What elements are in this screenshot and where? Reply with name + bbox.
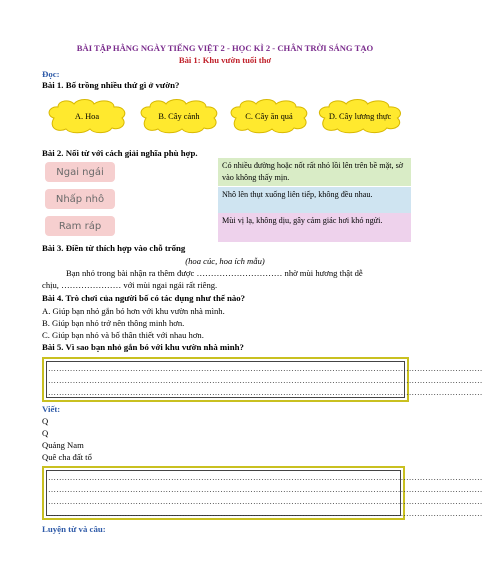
question-3: Bài 3. Điền từ thích hợp vào chỗ trống: [42, 243, 186, 253]
answer-option-c[interactable]: [226, 98, 312, 134]
match-definition-1[interactable]: Có nhiều đường hoặc nốt rất nhỏ lồi lên trên bề mặt, sờ vào không thấy mịn.: [218, 158, 411, 186]
vocabulary-section-label: Luyện từ và câu:: [42, 524, 106, 534]
match-word-2[interactable]: Nhấp nhô: [45, 189, 115, 209]
question-1: Bài 1. Bố trồng nhiều thứ gì ở vườn?: [42, 80, 180, 90]
answer-box-writing[interactable]: [42, 466, 483, 520]
answer-option-d[interactable]: [314, 98, 406, 134]
dotted-line: ……………………………………………………………………………………………………………………………………………: [48, 485, 483, 494]
writing-line-1: Q: [42, 416, 49, 426]
answer-option-d-label: D. Cây lương thực: [328, 111, 392, 121]
question-3-line-1: Bạn nhỏ trong bài nhận ra thêm được ………………………… nhờ mùi hương thật dễ: [66, 268, 363, 278]
question-4-option-b[interactable]: B. Giúp bạn nhỏ trở nên thông minh hơn.: [42, 318, 185, 328]
reading-section-label: Đọc:: [42, 69, 60, 79]
answer-option-c-label: C. Cây ăn quả: [245, 111, 293, 121]
page-title: BÀI TẬP HẰNG NGÀY TIẾNG VIỆT 2 - HỌC KÌ 2 - CHÂN TRỜI SÁNG TẠO: [76, 43, 374, 53]
dotted-line: ……………………………………………………………………………………………………………………………………………: [48, 364, 483, 373]
writing-line-2: Q: [42, 428, 49, 438]
match-word-3[interactable]: Ram ráp: [45, 216, 115, 236]
question-5: Bài 5. Vì sao bạn nhỏ gắn bó với khu vườn nhà mình?: [42, 342, 244, 352]
answer-option-a-label: A. Hoa: [74, 111, 100, 121]
answer-option-b[interactable]: [136, 98, 222, 134]
answer-option-a[interactable]: [44, 98, 130, 134]
question-4-option-c[interactable]: C. Giúp bạn nhỏ và bố thân thiết với nhau hơn.: [42, 330, 204, 340]
writing-section-label: Viết:: [42, 404, 61, 414]
match-definition-2[interactable]: Nhô lên thụt xuống liên tiếp, không đều nhau.: [218, 187, 411, 213]
answer-option-b-label: B. Cây cảnh: [158, 111, 200, 121]
question-3-line-2: chịu, ………………… với mùi ngai ngái rất riêng.: [42, 280, 218, 290]
writing-line-3: Quảng Nam: [42, 440, 84, 450]
question-2: Bài 2. Nối từ với cách giải nghĩa phù hợp.: [42, 148, 198, 158]
lesson-subtitle: Bài 1: Khu vườn tuổi thơ: [178, 55, 272, 65]
writing-line-4: Quê cha đất tổ: [42, 452, 92, 462]
dotted-line: ……………………………………………………………………………………………………………………………………………: [48, 388, 483, 397]
match-definition-3[interactable]: Mùi vị lạ, không dịu, gây cảm giác hơi khó ngửi.: [218, 213, 411, 242]
match-word-1[interactable]: Ngai ngái: [45, 162, 115, 182]
question-4: Bài 4. Trò chơi của người bố có tác dụng như thế nào?: [42, 293, 246, 303]
answer-box-question-5[interactable]: [42, 357, 483, 402]
dotted-line: ……………………………………………………………………………………………………………………………………………: [48, 376, 483, 385]
dotted-line: ……………………………………………………………………………………………………………………………………………: [48, 509, 483, 518]
question-3-hint: (hoa cúc, hoa ích mẫu): [185, 256, 265, 266]
question-4-option-a[interactable]: A. Giúp bạn nhỏ gắn bó hơn với khu vườn nhà mình.: [42, 306, 225, 316]
dotted-line: ……………………………………………………………………………………………………………………………………………: [48, 497, 483, 506]
dotted-line: ……………………………………………………………………………………………………………………………………………: [48, 473, 483, 482]
